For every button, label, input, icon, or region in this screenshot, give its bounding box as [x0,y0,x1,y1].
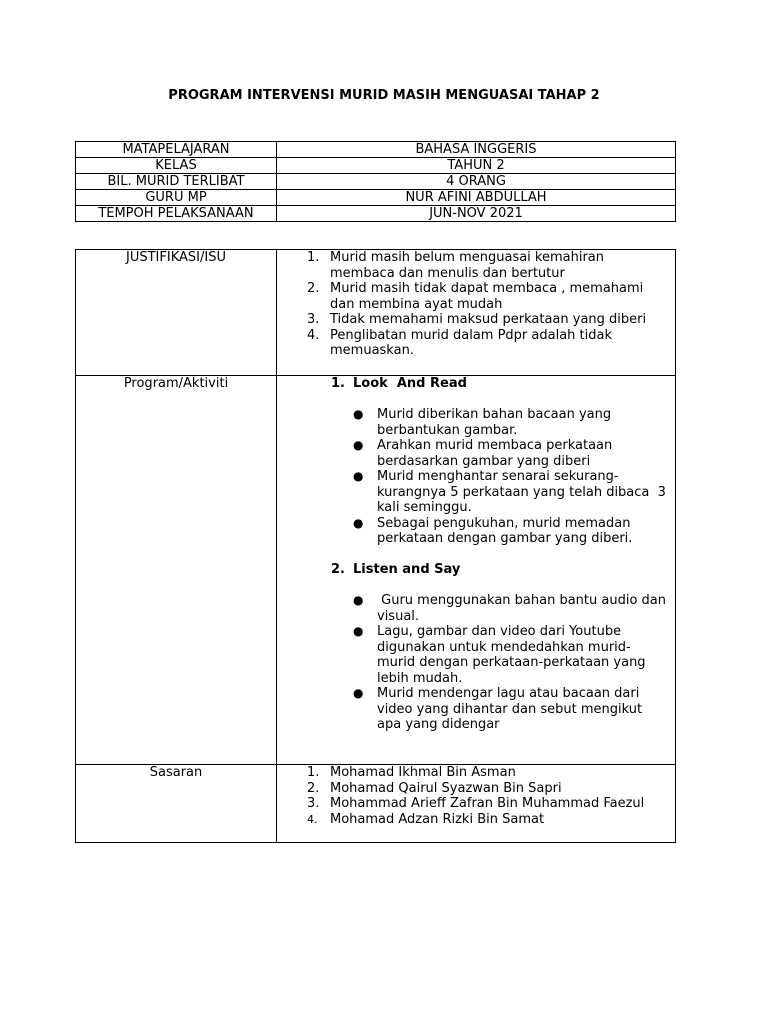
document-title: PROGRAM INTERVENSI MURID MASIH MENGUASAI TAHAP 2 [168,88,600,103]
bullet-text: Guru menggunakan bahan bantu audio dan visual. [377,593,671,624]
list-number: 4. [307,327,320,343]
section-title: Listen and Say [353,562,461,577]
info-row [76,174,676,190]
info-label: TEMPOH PELAKSANAAN [76,206,277,222]
list-item [277,796,675,812]
info-row [76,190,676,206]
bullet-item [277,686,675,733]
info-value: BAHASA INGGERIS [277,142,676,158]
section-number: 2. [331,562,345,577]
list-item [277,781,675,797]
list-number: 2. [307,780,320,796]
list-text: Mohamad Adzan Rizki Bin Samat [330,811,545,827]
list-item [277,250,675,281]
bullet-item [277,516,675,547]
bullet-icon: ● [353,515,364,530]
list-number: 1. [307,765,320,780]
program-content [277,376,676,765]
section-title: Look And Read [353,376,467,391]
program-table [75,249,676,843]
list-text: Tidak memahami maksud perkataan yang diberi [330,312,647,327]
program-section [277,562,675,733]
bullet-text: Sebagai pengukuhan, murid memadan perkataan dengan gambar yang diberi. [377,515,635,546]
section-heading [277,376,675,392]
section-bullets [277,407,675,547]
bullet-text: Murid mendengar lagu atau bacaan dari video yang dihantar dan sebut mengikut apa yang didengar [377,686,647,732]
list-item [277,328,675,359]
bullet-item [277,438,675,469]
list-text: Murid masih belum menguasai kemahiran membaca dan menulis dan bertutur [330,250,605,281]
list-text: Murid masih tidak dapat membaca , memahami dan membina ayat mudah [330,281,644,312]
section-bullets [277,593,675,733]
info-value: TAHUN 2 [277,158,676,174]
info-label: KELAS [76,158,277,174]
list-item [277,312,675,328]
sasaran-label: Sasaran [76,765,277,843]
justifikasi-label: JUSTIFIKASI/ISU [76,250,277,376]
list-text: Mohamad Ikhmal Bin Asman [330,765,516,780]
bullet-icon: ● [353,469,364,483]
justifikasi-list [277,250,675,359]
section-heading [277,562,675,578]
list-number: 3. [307,312,320,327]
sasaran-list [277,765,675,827]
list-item [277,765,675,781]
program-section [277,376,675,547]
sasaran-row [76,765,676,843]
bullet-text: Murid menghantar senarai sekurang-kurangnya 5 perkataan yang telah dibaca 3 kali seminggu. [377,469,671,515]
bullet-text: Murid diberikan bahan bacaan yang berbantukan gambar. [377,407,616,438]
bullet-icon: ● [353,686,364,700]
program-row [76,376,676,765]
list-number: 3. [307,796,320,811]
bullet-icon: ● [353,438,364,452]
bullet-item [277,469,675,516]
info-label: BIL. MURID TERLIBAT [76,174,277,190]
list-text: Penglibatan murid dalam Pdpr adalah tidak memuaskan. [330,327,612,358]
bullet-item [277,624,675,686]
list-text: Mohammad Arieff Zafran Bin Muhammad Faezul [330,796,645,811]
info-label: MATAPELAJARAN [76,142,277,158]
info-label: GURU MP [76,190,277,206]
list-text: Mohamad Qairul Syazwan Bin Sapri [330,780,562,796]
list-number: 4. [307,812,318,826]
list-number: 1. [307,250,320,265]
bullet-text: Lagu, gambar dan video dari Youtube digunakan untuk mendedahkan murid-murid dengan perkataan-perkataan yang lebih mudah. [377,624,650,686]
list-number: 2. [307,281,320,296]
info-row [76,206,676,222]
list-item [277,812,675,828]
program-label: Program/Aktiviti [76,376,277,765]
bullet-text: Arahkan murid membaca perkataan berdasarkan gambar yang diberi [377,438,617,469]
bullet-icon: ● [353,407,364,421]
bullet-item [277,407,675,438]
info-row [76,158,676,174]
bullet-icon: ● [353,593,364,607]
section-number: 1. [331,376,345,391]
list-item [277,281,675,312]
justifikasi-content [277,250,676,376]
bullet-icon: ● [353,624,364,638]
info-value: JUN-NOV 2021 [277,206,676,222]
sasaran-content [277,765,676,843]
info-row [76,142,676,158]
info-value: NUR AFINI ABDULLAH [277,190,676,206]
info-value: 4 ORANG [277,174,676,190]
justifikasi-row [76,250,676,376]
bullet-item [277,593,675,624]
info-table [75,141,676,222]
